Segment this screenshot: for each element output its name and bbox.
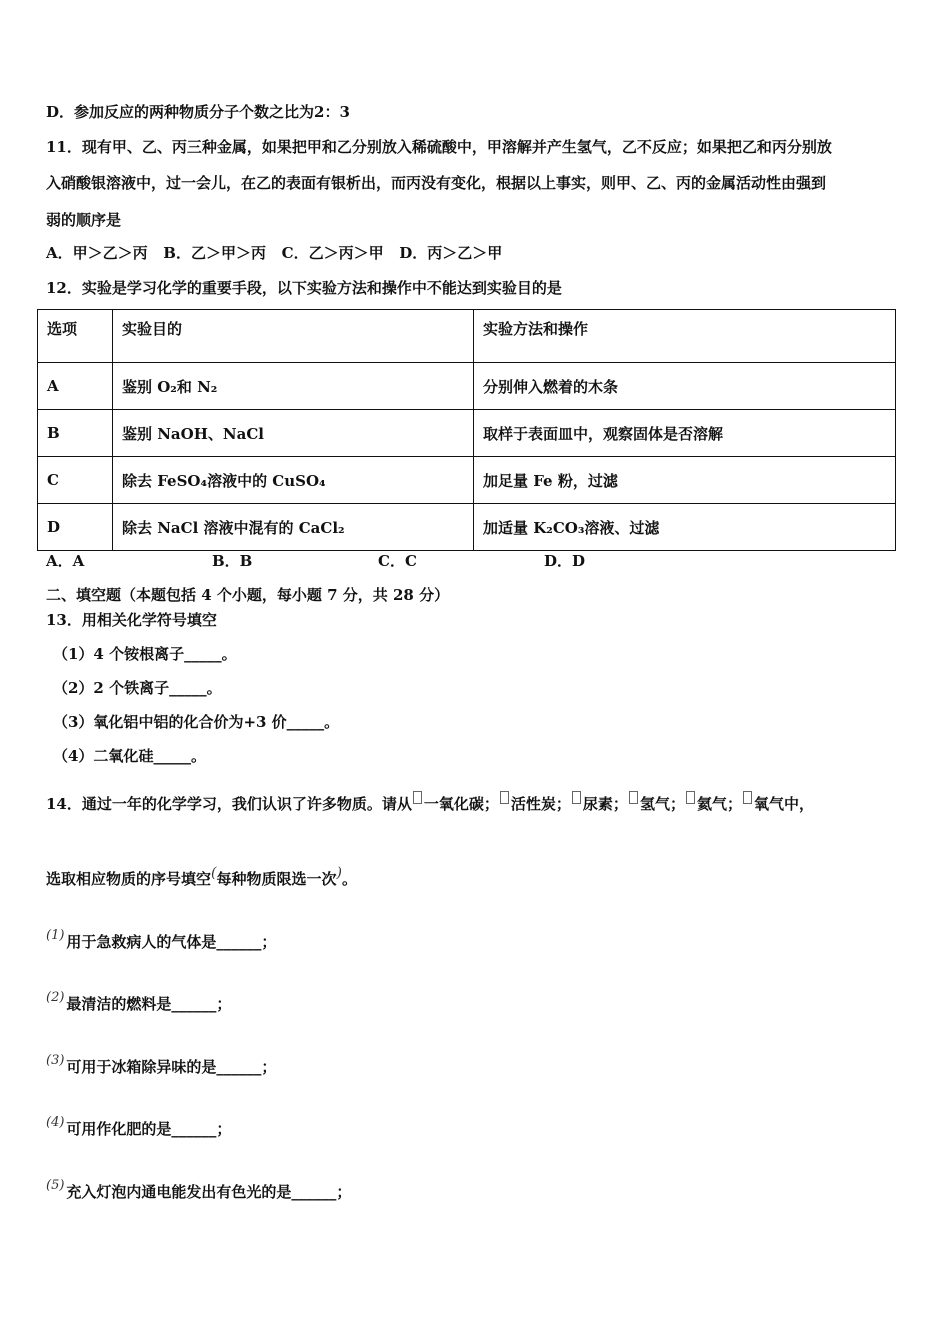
item-number: (3) bbox=[46, 1053, 65, 1068]
row-method: 取样于表面皿中，观察固体是否溶解 bbox=[474, 410, 896, 457]
q11-line3: 弱的顺序是 bbox=[46, 211, 122, 229]
q14-substance: 氧气中， bbox=[753, 795, 814, 813]
circled-number-box-icon bbox=[572, 791, 581, 804]
q12-answer-options bbox=[46, 551, 585, 571]
q11-options: A．甲＞乙＞丙 B．乙＞甲＞丙 C．乙＞丙＞甲 D．丙＞乙＞甲 bbox=[46, 244, 503, 262]
table-row bbox=[38, 410, 896, 457]
table-header-row bbox=[38, 310, 896, 363]
q10-option-d: D．参加反应的两种物质分子个数之比为2：3 bbox=[46, 103, 350, 121]
q14-item bbox=[46, 1178, 352, 1202]
row-method: 加足量 Fe 粉，过滤 bbox=[474, 457, 896, 504]
table-row bbox=[38, 363, 896, 410]
item-text: 充入灯泡内通电能发出有色光的是______； bbox=[66, 1183, 352, 1201]
row-goal: 鉴别 NaOH、NaCl bbox=[113, 410, 474, 457]
paren-open: ( bbox=[211, 865, 217, 881]
section2-title: 二、填空题（本题包括 4 个小题，每小题 7 分，共 28 分） bbox=[46, 586, 450, 604]
q14-stem-start: 14．通过一年的化学学习，我们认识了许多物质。请从 bbox=[46, 795, 412, 813]
item-text: 用于急救病人的气体是______； bbox=[66, 933, 277, 951]
q13-item-1: （1）4 个铵根离子_____。 bbox=[53, 645, 237, 663]
q14-substance: 尿素； bbox=[582, 795, 628, 813]
row-option: C bbox=[38, 457, 113, 504]
q14-substance: 氦气； bbox=[696, 795, 742, 813]
item-text: 可用作化肥的是______； bbox=[66, 1120, 232, 1138]
q14-substance: 活性炭； bbox=[510, 795, 571, 813]
answer-option-a: A．A bbox=[46, 552, 85, 570]
q14-substance: 氢气； bbox=[639, 795, 685, 813]
q14-line2-text: 选取相应物质的序号填空 bbox=[46, 870, 212, 888]
experiment-table bbox=[37, 309, 896, 551]
answer-option-b: B．B bbox=[212, 552, 253, 570]
q13-item-4: （4）二氧化硅_____。 bbox=[53, 747, 206, 765]
row-method: 分别伸入燃着的木条 bbox=[474, 363, 896, 410]
q13-item-2: （2）2 个铁离子_____。 bbox=[53, 679, 222, 697]
q11-line1: 11．现有甲、乙、丙三种金属，如果把甲和乙分别放入稀硫酸中，甲溶解并产生氢气，乙不反应；如果把乙和丙分别放 bbox=[46, 138, 832, 156]
circled-number-box-icon bbox=[743, 791, 752, 804]
row-goal: 除去 NaCl 溶液中混有的 CaCl₂ bbox=[113, 504, 474, 551]
q11-line2: 入硝酸银溶液中，过一会儿，在乙的表面有银析出，而丙没有变化，根据以上事实，则甲、乙、丙的金属活动性由强到 bbox=[46, 174, 827, 192]
header-option: 选项 bbox=[38, 310, 113, 363]
q14-item bbox=[46, 928, 277, 952]
item-text: 最清洁的燃料是______； bbox=[66, 995, 232, 1013]
q14-item bbox=[46, 1115, 232, 1139]
item-number: (4) bbox=[46, 1115, 65, 1130]
q14-item bbox=[46, 990, 232, 1014]
item-number: (5) bbox=[46, 1178, 65, 1193]
q13-item-3: （3）氧化铝中铝的化合价为+3 价_____。 bbox=[53, 713, 340, 731]
header-goal: 实验目的 bbox=[113, 310, 474, 363]
q14-substance: 一氧化碳； bbox=[423, 795, 499, 813]
q14-line1 bbox=[46, 794, 814, 814]
header-method: 实验方法和操作 bbox=[474, 310, 896, 363]
row-method: 加适量 K₂CO₃溶液、过滤 bbox=[474, 504, 896, 551]
q14-item bbox=[46, 1053, 277, 1077]
q14-line2-note: 每种物质限选一次 bbox=[216, 870, 337, 888]
row-goal: 鉴别 O₂和 N₂ bbox=[113, 363, 474, 410]
table-row bbox=[38, 457, 896, 504]
q14-line2-end: 。 bbox=[341, 870, 357, 888]
circled-number-box-icon bbox=[629, 791, 638, 804]
answer-option-d: D．D bbox=[544, 552, 586, 570]
paren-close: ) bbox=[336, 865, 342, 881]
item-text: 可用于冰箱除异味的是______； bbox=[66, 1058, 277, 1076]
q12-stem: 12．实验是学习化学的重要手段，以下实验方法和操作中不能达到实验目的是 bbox=[46, 279, 562, 297]
circled-number-box-icon bbox=[686, 791, 695, 804]
item-number: (1) bbox=[46, 928, 65, 943]
row-option: A bbox=[38, 363, 113, 410]
circled-number-box-icon bbox=[413, 791, 422, 804]
row-option: D bbox=[38, 504, 113, 551]
row-option: B bbox=[38, 410, 113, 457]
table-row bbox=[38, 504, 896, 551]
circled-number-box-icon bbox=[500, 791, 509, 804]
answer-option-c: C．C bbox=[378, 552, 417, 570]
q13-stem: 13．用相关化学符号填空 bbox=[46, 611, 217, 629]
item-number: (2) bbox=[46, 990, 65, 1005]
row-goal: 除去 FeSO₄溶液中的 CuSO₄ bbox=[113, 457, 474, 504]
q14-line2 bbox=[46, 865, 357, 889]
